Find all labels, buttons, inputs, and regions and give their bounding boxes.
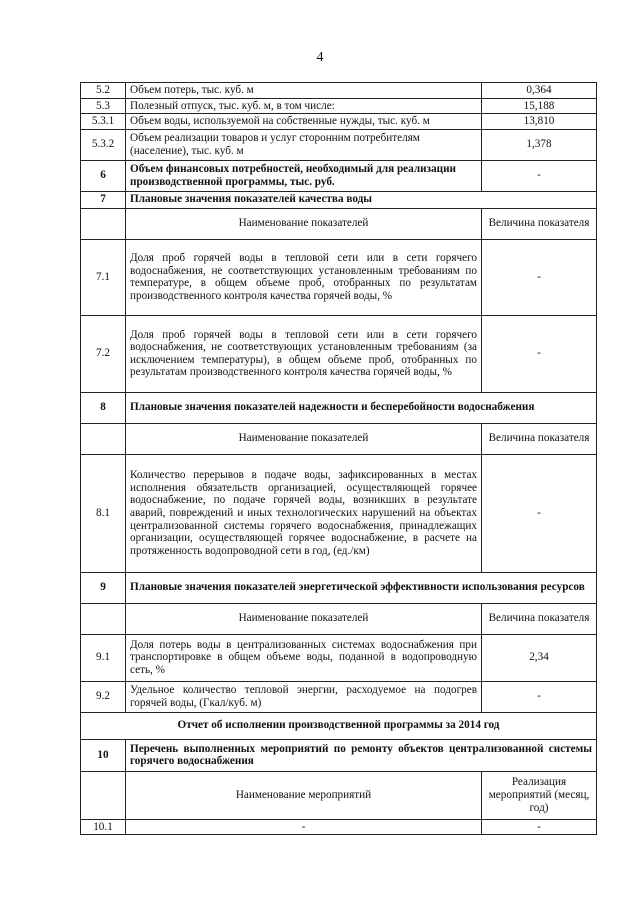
row-label: Полезный отпуск, тыс. куб. м, в том числе: (126, 98, 482, 114)
table-row-5-2 (81, 83, 597, 99)
row-value: 13,810 (482, 114, 597, 130)
section-number: 10 (81, 739, 126, 771)
section-row-9 (81, 572, 597, 603)
row-number: 10.1 (81, 819, 126, 835)
section-number: 9 (81, 572, 126, 603)
program-table (80, 82, 597, 835)
table-row-10-1 (81, 819, 597, 835)
row-label: Объем потерь, тыс. куб. м (126, 83, 482, 99)
column-header-name: Наименование показателей (126, 603, 482, 634)
row-number: 7.1 (81, 239, 126, 315)
table-row-9-1 (81, 634, 597, 681)
row-value: - (482, 160, 597, 191)
row-label: Объем финансовых потребностей, необходимый для реализации производственной программы, тыс. руб. (126, 160, 482, 191)
table-row-9-2 (81, 681, 597, 712)
row-label: Объем воды, используемой на собственные нужды, тыс. куб. м (126, 114, 482, 130)
row-value: 15,188 (482, 98, 597, 114)
empty-cell (81, 603, 126, 634)
row-value: 2,34 (482, 634, 597, 681)
report-title-row (81, 712, 597, 739)
row-label: Объем реализации товаров и услуг сторонним потребителям (население), тыс. куб. м (126, 129, 482, 160)
section-title: Плановые значения показателей энергетической эффективности использования ресурсов (126, 572, 597, 603)
table-row-8-1 (81, 454, 597, 572)
table-row-5-3-1 (81, 114, 597, 130)
row-number: 5.3 (81, 98, 126, 114)
row-value: - (482, 315, 597, 392)
row-number: 9.2 (81, 681, 126, 712)
row-number: 8.1 (81, 454, 126, 572)
row-label: Доля проб горячей воды в тепловой сети или в сети горячего водоснабжения, не соответствующих установленным требованиям (за исключением температуры), в общем объеме проб, отобранных по результатам производственного контроля качества горячей воды, % (126, 315, 482, 392)
header-row-8 (81, 423, 597, 454)
empty-cell (81, 208, 126, 239)
column-header-name: Наименование показателей (126, 423, 482, 454)
column-header-value: Реализация мероприятий (месяц, год) (482, 771, 597, 819)
row-label: Доля потерь воды в централизованных системах водоснабжения при транспортировке в общем объеме воды, поданной в водопроводную сеть, % (126, 634, 482, 681)
row-number: 9.1 (81, 634, 126, 681)
row-value: - (482, 454, 597, 572)
column-header-value: Величина показателя (482, 603, 597, 634)
column-header-value: Величина показателя (482, 208, 597, 239)
section-number: 8 (81, 392, 126, 423)
column-header-value: Величина показателя (482, 423, 597, 454)
table-row-5-3 (81, 98, 597, 114)
row-value: - (482, 819, 597, 835)
section-title: Плановые значения показателей качества воды (126, 191, 597, 208)
row-number: 6 (81, 160, 126, 191)
row-value: 1,378 (482, 129, 597, 160)
column-header-name: Наименование мероприятий (126, 771, 482, 819)
row-label: Количество перерывов в подаче воды, зафиксированных в местах исполнения обязательств организацией, осуществляющей горячее водоснабжение, по подаче горячей воды, возникших в результате аварий, повреждений и иных технологических нарушений на объектах централизованной системы горячего водоснабжения, принадлежащих организации, осуществляющей горячее водоснабжение, в расчете на протяженность водопроводной сети в год, (ед./км) (126, 454, 482, 572)
row-value: - (482, 681, 597, 712)
header-row-7 (81, 208, 597, 239)
report-title: Отчет об исполнении производственной программы за 2014 год (81, 712, 597, 739)
section-title: Перечень выполненных мероприятий по ремонту объектов централизованной системы горячего водоснабжения (126, 739, 597, 771)
table-row-7-1 (81, 239, 597, 315)
empty-cell (81, 423, 126, 454)
row-number: 7.2 (81, 315, 126, 392)
section-title: Плановые значения показателей надежности и бесперебойности водоснабжения (126, 392, 597, 423)
table-row-7-2 (81, 315, 597, 392)
header-row-9 (81, 603, 597, 634)
page-number: 4 (316, 50, 324, 65)
section-number: 7 (81, 191, 126, 208)
table-row-6 (81, 160, 597, 191)
row-label: Удельное количество тепловой энергии, расходуемое на подогрев горячей воды, (Гкал/куб. м) (126, 681, 482, 712)
row-value: - (482, 239, 597, 315)
section-row-7 (81, 191, 597, 208)
row-number: 5.3.2 (81, 129, 126, 160)
section-row-10 (81, 739, 597, 771)
section-row-8 (81, 392, 597, 423)
column-header-name: Наименование показателей (126, 208, 482, 239)
empty-cell (81, 771, 126, 819)
row-label: - (126, 819, 482, 835)
row-number: 5.3.1 (81, 114, 126, 130)
header-row-10 (81, 771, 597, 819)
row-value: 0,364 (482, 83, 597, 99)
row-label: Доля проб горячей воды в тепловой сети или в сети горячего водоснабжения, не соответствующих установленным требованиям по температуре, в общем объеме проб, отобранных по результатам производственного контроля качества горячей воды, % (126, 239, 482, 315)
row-number: 5.2 (81, 83, 126, 99)
table-row-5-3-2 (81, 129, 597, 160)
